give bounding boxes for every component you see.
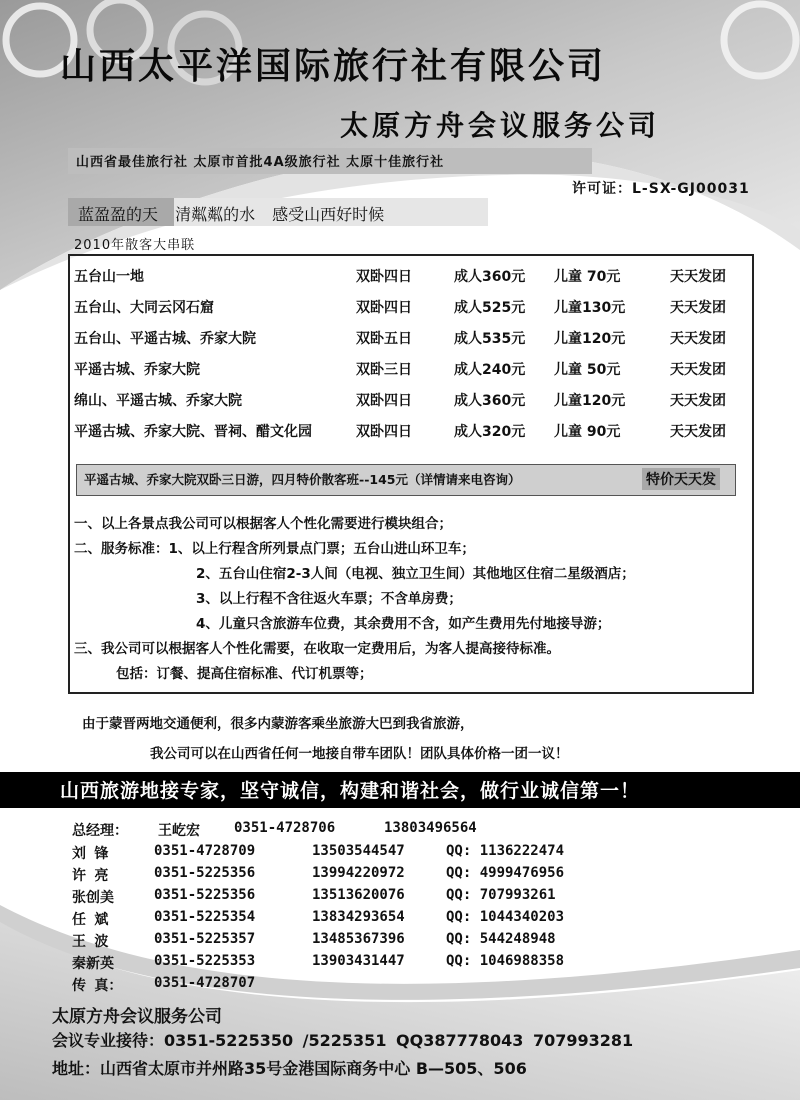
tour-adult-price: 成人525元 [454,300,526,316]
footer-reception-contact: 会议专业接待：0351-5225350 /5225351 QQ387778043 707993281 [52,1031,634,1050]
contact-mobile: 13485367396 [312,931,405,947]
contact-name: 张创美 [72,890,114,906]
contact-qq: QQ: 707993261 [446,887,556,903]
tour-type: 双卧四日 [356,393,412,409]
tour-name: 平遥古城、乔家大院 [74,362,200,378]
fax-label: 传 真： [72,978,123,994]
contact-mobile: 13834293654 [312,909,405,925]
contact-qq: QQ: 1044340203 [446,909,565,925]
contact-phone: 0351-4728709 [154,843,256,859]
tour-adult-price: 成人360元 [454,269,526,285]
note-line: 2、五台山住宿2-3人间（电视、独立卫生间）其他地区住宿二星级酒店； [196,566,635,582]
tour-departure: 天天发团 [670,393,726,409]
special-offer-text: 平遥古城、乔家大院双卧三日游，四月特价散客班--145元（详情请来电咨询） [84,472,521,487]
contact-mobile: 13903431447 [312,953,405,969]
contact-phone: 0351-5225356 [154,887,256,903]
note-line: 二、服务标准：1、以上行程含所列景点门票；五台山进山环卫车； [74,541,475,557]
note-line: 4、儿童只含旅游车位费，其余费用不含，如产生费用先付地接导游； [196,616,611,632]
tour-name: 平遥古城、乔家大院、晋祠、醋文化园 [74,424,312,440]
transport-note: 由于蒙晋两地交通便利，很多内蒙游客乘坐旅游大巴到我省旅游， [82,716,474,732]
gm-mobile: 13803496564 [384,820,477,836]
contact-phone: 0351-5225354 [154,909,256,925]
tour-departure: 天天发团 [670,362,726,378]
tour-child-price: 儿童 70元 [554,269,621,285]
tour-type: 双卧四日 [356,269,412,285]
note-line: 包括：订餐、提高住宿标准、代订机票等； [116,666,373,682]
tour-type: 双卧三日 [356,362,412,378]
contact-phone: 0351-5225356 [154,865,256,881]
contact-mobile: 13513620076 [312,887,405,903]
tour-adult-price: 成人320元 [454,424,526,440]
special-offer-tag: 特价天天发 [642,468,720,490]
tour-adult-price: 成人535元 [454,331,526,347]
tour-name: 绵山、平遥古城、乔家大院 [74,393,242,409]
contact-qq: QQ: 4999476956 [446,865,565,881]
contact-qq: QQ: 1136222474 [446,843,565,859]
section-title: 2010年散客大串联 [74,238,196,253]
footer-company-name: 太原方舟会议服务公司 [52,1007,222,1027]
contact-phone: 0351-5225353 [154,953,256,969]
tour-departure: 天天发团 [670,269,726,285]
note-line: 三、我公司可以根据客人个性化需要，在收取一定费用后，为客人提高接待标准。 [74,641,560,657]
integrity-banner-text: 山西旅游地接专家，坚守诚信，构建和谐社会，做行业诚信第一！ [60,780,641,802]
tour-child-price: 儿童130元 [554,300,626,316]
tour-type: 双卧四日 [356,300,412,316]
footer-address: 地址：山西省太原市并州路35号金港国际商务中心 B—505、506 [52,1059,527,1078]
contact-name: 刘 锋 [72,846,109,862]
honors-text: 山西省最佳旅行社 太原市首批4A级旅行社 太原十佳旅行社 [76,155,445,170]
note-line: 3、以上行程不含往返火车票；不含单房费； [196,591,462,607]
note-line: 一、以上各景点我公司可以根据客人个性化需要进行模块组合； [74,516,452,532]
tour-name: 五台山一地 [74,269,144,285]
contact-phone: 0351-5225357 [154,931,256,947]
tour-name: 五台山、平遥古城、乔家大院 [74,331,256,347]
gm-title: 总经理： [72,823,128,839]
tour-departure: 天天发团 [670,424,726,440]
tour-child-price: 儿童 50元 [554,362,621,378]
contact-name: 王 波 [72,934,109,950]
license-number: 许可证：L-SX-GJ00031 [572,181,750,197]
tour-child-price: 儿童120元 [554,393,626,409]
contact-qq: QQ: 544248948 [446,931,556,947]
contact-mobile: 13503544547 [312,843,405,859]
gm-phone: 0351-4728706 [234,820,336,836]
contact-name: 许 亮 [72,868,109,884]
tour-departure: 天天发团 [670,300,726,316]
tour-type: 双卧五日 [356,331,412,347]
contact-name: 任 斌 [72,912,109,928]
tour-departure: 天天发团 [670,331,726,347]
company-main-title: 山西太平洋国际旅行社有限公司 [60,46,607,87]
company-sub-title: 太原方舟会议服务公司 [340,109,661,142]
tour-type: 双卧四日 [356,424,412,440]
tour-name: 五台山、大同云冈石窟 [74,300,214,316]
tour-child-price: 儿童 90元 [554,424,621,440]
contact-name: 秦新英 [72,956,114,972]
tour-child-price: 儿童120元 [554,331,626,347]
tour-adult-price: 成人240元 [454,362,526,378]
gm-name: 王屹宏 [158,823,200,839]
contact-qq: QQ: 1046988358 [446,953,565,969]
slogan-text: 蓝盈盈的天 清粼粼的水 感受山西好时候 [78,205,385,224]
fax-number: 0351-4728707 [154,975,256,991]
contact-mobile: 13994220972 [312,865,405,881]
transport-note: 我公司可以在山西省任何一地接自带车团队！团队具体价格一团一议！ [150,746,569,762]
tour-adult-price: 成人360元 [454,393,526,409]
